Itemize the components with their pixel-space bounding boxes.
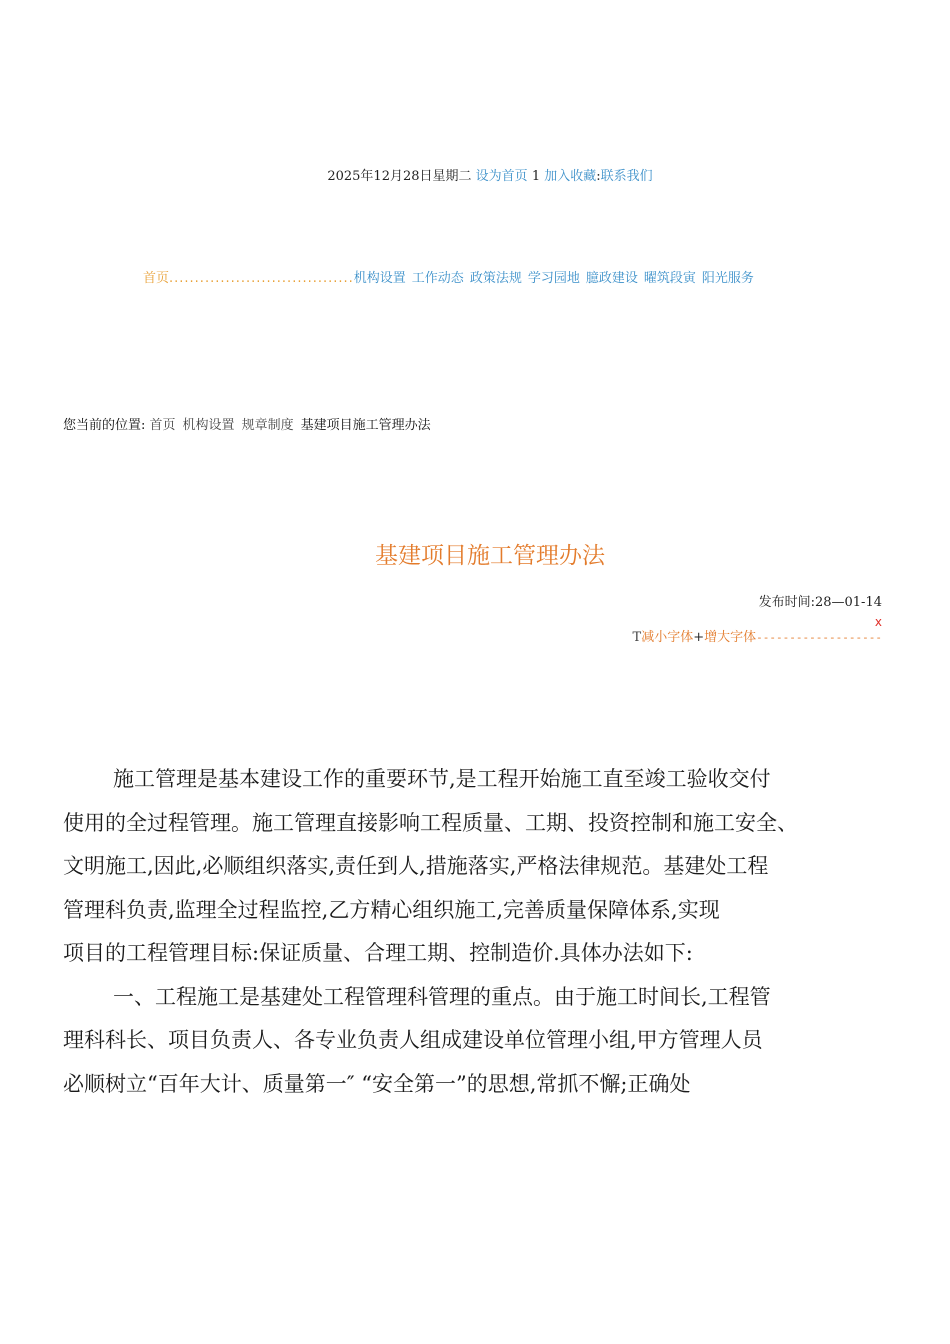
set-homepage-link[interactable]: 设为首页 (475, 169, 528, 184)
top-utility-bar (0, 168, 950, 186)
font-plus-separator: + (693, 630, 705, 645)
body-line: 必顺树立“百年大计、质量第一″ “安全第一”的思想,常抓不懈;正确处 (63, 1071, 691, 1096)
nav-item-news[interactable]: 工作动态 (411, 271, 464, 286)
nav-item-sunshine-service[interactable]: 阳光服务 (701, 271, 754, 286)
body-line: 项目的工程管理目标:保证质量、合理工期、控制造价.具体办法如下: (63, 941, 693, 965)
separator: 1 (531, 169, 541, 184)
nav-item-learning[interactable]: 学习园地 (527, 271, 580, 286)
publish-time: 发布时间:28—01-14 (758, 595, 882, 610)
current-date: 2025年12月28日星期二 (327, 169, 472, 184)
increase-font-button[interactable]: 增大字体 (704, 630, 757, 645)
body-line: 管理科负责,监理全过程监控,乙方精心组织施工,完善质量保障体系,实现 (63, 897, 720, 922)
nav-item-home[interactable]: 首页 (143, 271, 170, 286)
nav-dots-divider: .................................... (169, 271, 354, 286)
close-icon[interactable]: x (874, 615, 882, 629)
font-size-controls (633, 629, 882, 647)
body-line: 文明施工,因此,必顺组织落实,责任到人,措施落实,严格法律规范。基建处工程 (63, 854, 769, 878)
nav-item-policy[interactable]: 政策法规 (469, 271, 522, 286)
breadcrumb-organization[interactable]: 机构设置 (182, 418, 235, 433)
font-t-icon: T (632, 630, 642, 645)
nav-item-building[interactable]: 曜筑段寅 (643, 271, 696, 286)
breadcrumb-label: 您当前的位置: (63, 418, 146, 433)
body-line: 使用的全过程管理。施工管理直接影响工程质量、工期、投资控制和施工安全、 (63, 810, 798, 835)
main-nav (143, 270, 760, 288)
dash-divider: ------------------- (756, 631, 882, 644)
body-line: 施工管理是基本建设工作的重要环节,是工程开始施工直至竣工验收交付 (113, 767, 771, 791)
body-line: 理科科长、项目负责人、各专业负责人组成建设单位管理小组,甲方管理人员 (63, 1028, 763, 1052)
add-favorite-link[interactable]: 加入收藏 (544, 169, 597, 184)
decrease-font-button[interactable]: 减小字体 (641, 630, 694, 645)
contact-us-link[interactable]: 联系我们 (600, 169, 653, 184)
separator-colon: : (596, 169, 601, 184)
breadcrumb-home[interactable]: 首页 (149, 418, 176, 433)
breadcrumb-regulations[interactable]: 规章制度 (241, 418, 294, 433)
nav-item-organization[interactable]: 机构设置 (353, 271, 406, 286)
article-body (63, 758, 903, 1106)
nav-item-integrity[interactable]: 臆政建设 (585, 271, 638, 286)
body-line: 一、工程施工是基建处工程管理科管理的重点。由于施工时间长,工程管 (113, 984, 771, 1009)
article-title: 基建项目施工管理办法 (375, 543, 605, 569)
breadcrumb-current: 基建项目施工管理办法 (300, 418, 431, 433)
breadcrumb (63, 417, 431, 435)
